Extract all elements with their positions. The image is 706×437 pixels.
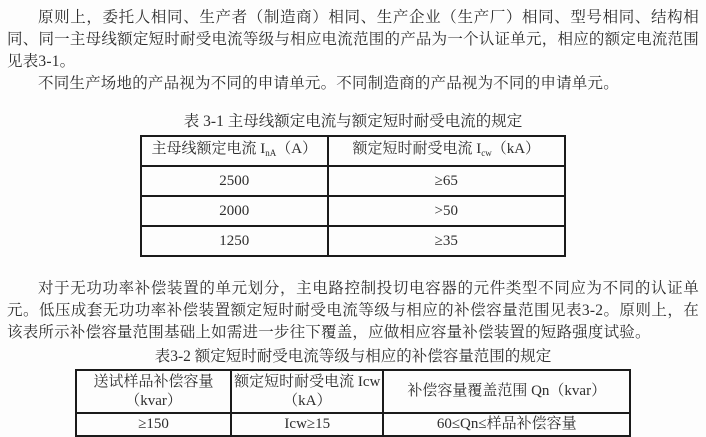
table-3-1-header-withstand-current: [328, 136, 565, 166]
table-3-2-header-row: [76, 370, 630, 413]
paragraph-certification-unit: 原则上，委托人相同、生产者（制造商）相同、生产企业（生产厂）相同、型号相同、结构相同、同一主母线额定短时耐受电流等级与相应电流范围的产品为一个认证单元，相应的额定电流范围见表3-1。: [7, 9, 699, 70]
header-text: 主母线额定电流 I: [151, 140, 266, 157]
table-row: [76, 413, 630, 436]
paragraph-compensation-device: 对于无功功率补偿装置的单元划分，主电路控制投切电容器的元件类型不同应为不同的认证单元。低压成套无功功率补偿装置额定短时耐受电流等级与相应的补偿容量范围见表3-2。原则上，在该表所示补偿容量范围基础上如需进一步往下覆盖，应做相应容量补偿装置的短路强度试验。: [7, 280, 699, 341]
table-3-2-caption: 表3-2 额定短时耐受电流等级与相应的补偿容量范围的规定: [154, 348, 552, 365]
table-row: [141, 166, 565, 196]
cell-withstand-current: Icw≥15: [231, 413, 383, 436]
header-line-2: （kA）: [283, 392, 332, 409]
paragraph-application-unit: 不同生产场地的产品视为不同的申请单元。不同制造商的产品视为不同的申请单元。: [38, 75, 619, 92]
header-subscript: cw: [481, 147, 492, 158]
cell-rated-current: 2000: [141, 196, 328, 226]
table-3-2-header-sample-capacity: [76, 370, 231, 413]
table-3-2-header-withstand-current: [231, 370, 383, 413]
header-unit: （kA）: [491, 140, 541, 157]
table-3-1-caption: 表 3-1 主母线额定电流与额定短时耐受电流的规定: [183, 113, 523, 130]
cell-rated-current: 1250: [141, 226, 328, 256]
table-3-2-header-coverage-range: 补偿容量覆盖范围 Qn（kvar）: [383, 370, 630, 413]
cell-withstand-current: ≥35: [328, 226, 565, 256]
table-row: [141, 226, 565, 256]
header-unit: （A）: [276, 140, 318, 157]
cell-withstand-current: >50: [328, 196, 565, 226]
cell-sample-capacity: ≥150: [76, 413, 231, 436]
table-3-1: [140, 135, 566, 257]
header-text: 额定短时耐受电流 I: [352, 140, 482, 157]
table-row: [141, 196, 565, 226]
cell-coverage-range: 60≤Qn≤样品补偿容量: [383, 413, 630, 436]
header-subscript: nA: [265, 147, 277, 158]
header-line-2: （kvar）: [125, 392, 182, 409]
header-line-1: 送试样品补偿容量: [93, 373, 214, 390]
header-line-1: 额定短时耐受电流 Icw: [234, 373, 381, 390]
table-3-2: [75, 369, 631, 437]
cell-rated-current: 2500: [141, 166, 328, 196]
cell-withstand-current: ≥65: [328, 166, 565, 196]
table-3-1-header-row: [141, 136, 565, 166]
table-3-1-header-rated-current: [141, 136, 328, 166]
